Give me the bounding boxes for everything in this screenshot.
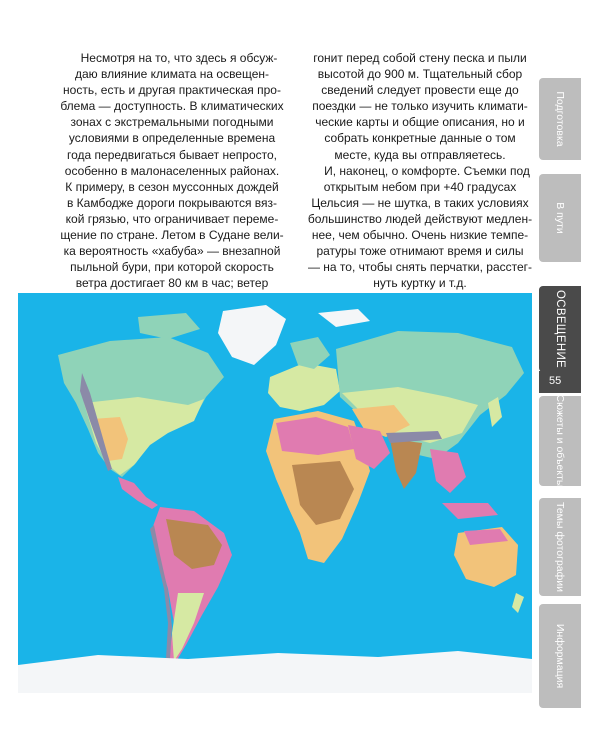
tab-label: Информация [554, 623, 566, 689]
text-line: в Камбодже дороги покрываются вяз- [66, 195, 278, 210]
text-line: кой грязью, что ограничивает переме- [65, 211, 279, 226]
tab-lighting[interactable] [539, 286, 581, 372]
text-line: года передвигаться бывает непросто, [66, 147, 277, 162]
text-line: гонит перед собой стену песка и пыли [313, 51, 527, 65]
text-line: Цельсия — не шутка, в таких условиях [311, 195, 529, 210]
text-line: ветра достигает 80 км в час; ветер [75, 276, 269, 291]
text-line: сведений следует провести еще до [321, 83, 519, 98]
text-line: зонах с экстремальными погодными [70, 115, 274, 130]
tab-subjects[interactable] [539, 396, 581, 486]
tab-label: Темы фотографии [554, 501, 566, 593]
antarctica [18, 651, 532, 693]
left-text-column [58, 50, 286, 291]
tab-label: Сюжеты и объекты [554, 394, 566, 488]
climate-world-map [18, 293, 532, 693]
text-line: щение по стране. Летом в Судане вели- [60, 228, 284, 243]
tab-label: В пути [554, 202, 566, 234]
text-line: Несмотря на то, что здесь я обсуж- [80, 51, 278, 65]
text-line: ность, есть и другая практическая про- [63, 83, 281, 98]
text-line: ческие карты и общие описания, но и [315, 115, 525, 130]
text-line: высотой до 900 м. Тщательный сбор [317, 67, 523, 82]
text-line: — на то, чтобы снять перчатки, расстег- [307, 260, 533, 275]
text-line: особенно в малонаселенных районах. [64, 163, 280, 178]
text-line: блема — доступность. В климатических [60, 99, 284, 114]
text-line: месте, куда вы отправляетесь. [334, 147, 506, 162]
page-number-box [539, 371, 581, 393]
page-number: 55 [549, 375, 562, 387]
tab-photo-themes[interactable] [539, 498, 581, 596]
text-line: нее, чем обычно. Очень низкие темпе- [311, 228, 529, 243]
text-line: пыльной бури, при которой скорость [70, 260, 274, 275]
tab-on-the-road[interactable] [539, 174, 581, 262]
text-line: собрать конкретные данные о том [324, 131, 516, 146]
right-text-column [306, 50, 534, 291]
map-graphic [18, 293, 532, 693]
text-line: нуть куртку и т.д. [373, 276, 467, 291]
text-line: большинство людей действуют медлен- [307, 211, 533, 226]
text-line: поездки — не только изучить климати- [312, 99, 528, 114]
text-line: открытым небом при +40 градусах [323, 179, 517, 194]
tab-label: Подготовка [554, 91, 566, 147]
text-line: ратуры тоже отнимают время и силы [316, 244, 524, 259]
text-line: И, наконец, о комфорте. Съемки под [324, 163, 530, 178]
text-line: условиями в определенные времена [68, 131, 276, 146]
text-line: даю влияние климата на освещен- [74, 67, 270, 82]
text-line: ка вероятность «хабуба» — внезапной [63, 244, 281, 259]
tab-preparation[interactable] [539, 78, 581, 160]
tab-information[interactable] [539, 604, 581, 708]
text-line: К примеру, в сезон муссонных дождей [65, 179, 279, 194]
tab-label: ОСВЕЩЕНИЕ [554, 290, 566, 368]
